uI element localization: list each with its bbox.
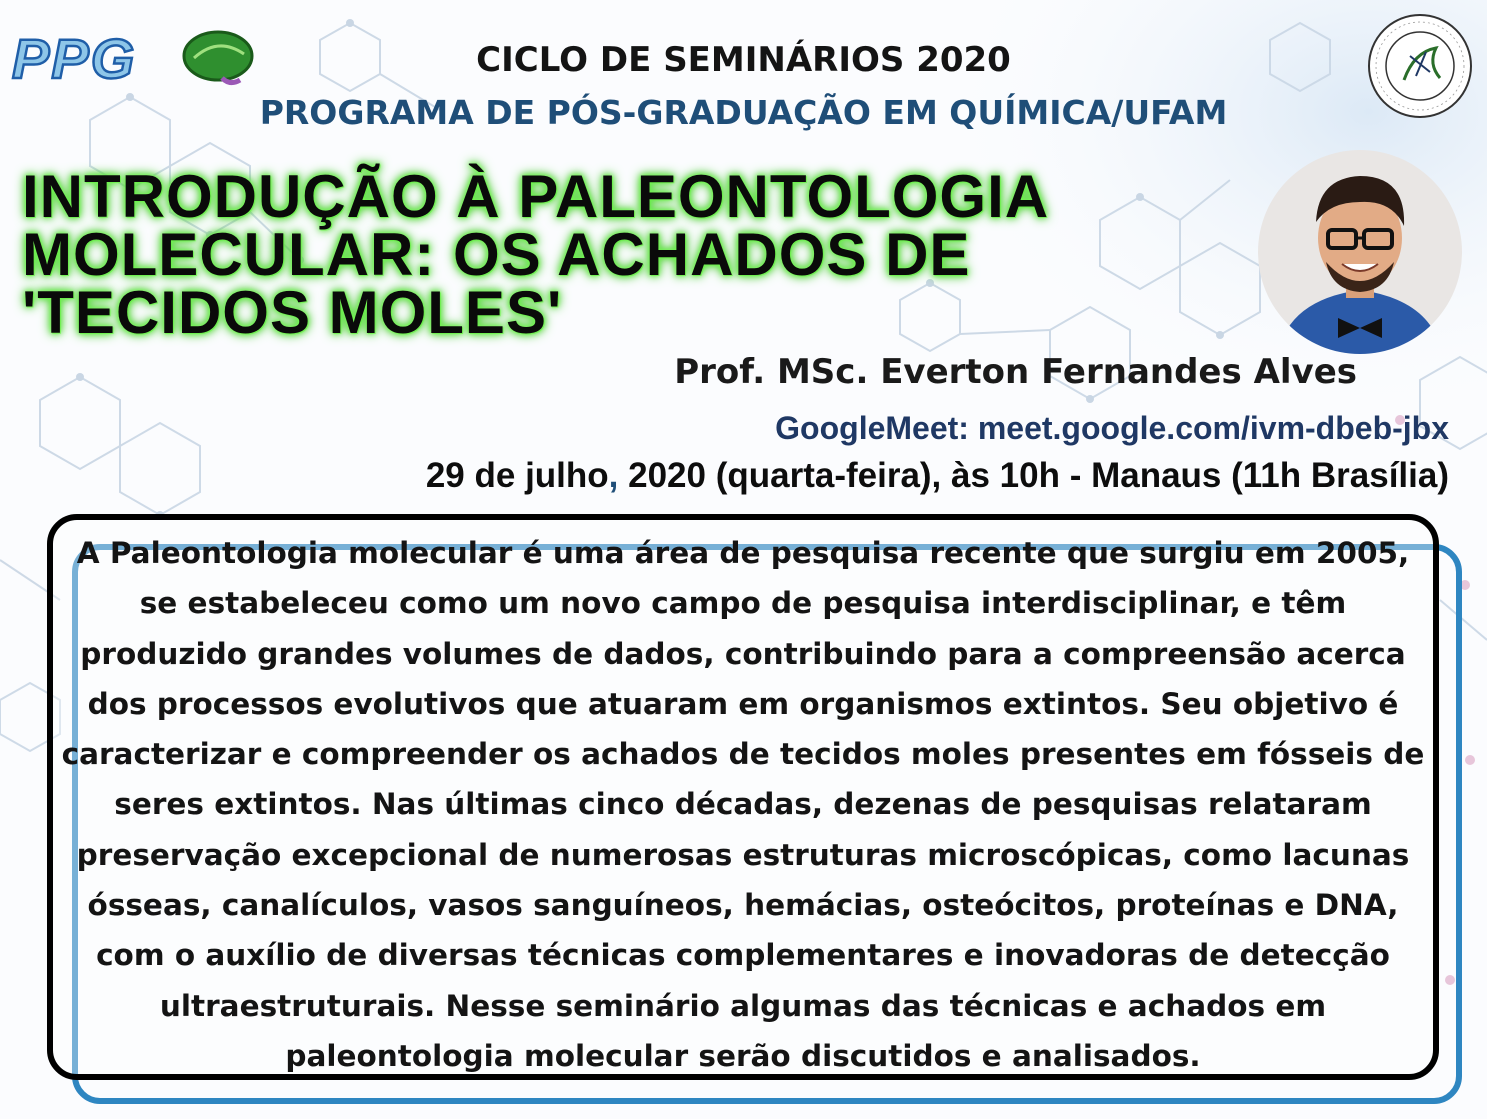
program-title: PROGRAMA DE PÓS-GRADUAÇÃO EM QUÍMICA/UFAM bbox=[259, 93, 1228, 132]
date-rest: 2020 (quarta-feira), às 10h - Manaus (11h Brasília) bbox=[618, 456, 1449, 495]
abstract-text: A Paleontologia molecular é uma área de pesquisa recente que surgiu em 2005, se estabeleceu como um novo campo de pesquisa interdisciplinar, e têm produzido grandes volumes de dados, contribuindo para a compreensão acerca dos processos evolutivos que atuaram em organismos extintos. Seu objetivo é caracterizar e compreender os achados de tecidos moles presentes em fósseis de seres extintos. Nas últimas cinco décadas, dezenas de pesquisas relataram preservação excepcional de numerosas estruturas microscópicas, como lacunas ósseas, canalículos, vasos sanguíneos, hemácias, osteócitos, proteínas e DNA, com o auxílio de diversas técnicas complementares e inovadoras de detecção ultraestruturais. Nesse seminário algumas das técnicas e achados em paleontologia molecular serão discutidos e analisados. bbox=[61, 536, 1425, 1073]
speaker-photo bbox=[1258, 150, 1462, 354]
series-title: CICLO DE SEMINÁRIOS 2020 bbox=[476, 40, 1011, 80]
ppgq-logo-lettering: PPG bbox=[12, 27, 137, 88]
seminar-title-line-3: 'TECIDOS MOLES' bbox=[22, 279, 563, 346]
date-time bbox=[426, 456, 1449, 496]
speaker-name: Prof. MSc. Everton Fernandes Alves bbox=[674, 352, 1357, 392]
meet-link[interactable]: GoogleMeet: meet.google.com/ivm-dbeb-jbx bbox=[775, 410, 1449, 446]
seminar-title-line-2: MOLECULAR: OS ACHADOS DE bbox=[22, 221, 971, 288]
seminar-title bbox=[22, 163, 1232, 346]
date-day: 29 de julho bbox=[425, 456, 609, 495]
date-comma: , bbox=[608, 456, 619, 495]
seminar-title-line-1: INTRODUÇÃO À PALEONTOLOGIA bbox=[22, 163, 1050, 230]
